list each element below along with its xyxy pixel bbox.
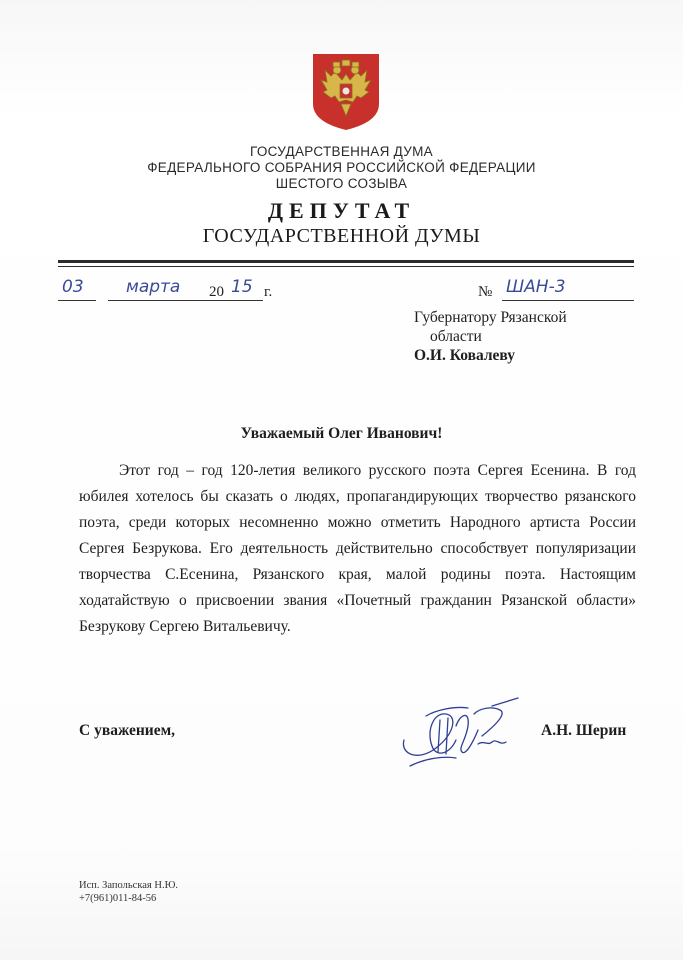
addressee-line2: области [430, 328, 482, 345]
date-month-field [108, 277, 246, 301]
date-month: марта [126, 277, 181, 297]
date-year-suffix: 15 [231, 277, 253, 297]
date-year-prefix: 20 [209, 284, 224, 300]
date-day: 03 [62, 277, 84, 297]
coat-of-arms-icon [311, 52, 381, 132]
doc-number-field [502, 277, 634, 301]
addressee-name: О.И. Ковалеву [414, 347, 515, 364]
org-name-line1: ГОСУДАРСТВЕННАЯ ДУМА [249, 144, 433, 159]
date-year-field [229, 277, 263, 301]
closing-phrase: С уважением, [79, 722, 176, 739]
date-day-field [58, 277, 96, 301]
letterhead-title: ДЕПУТАТ [267, 198, 416, 223]
header-divider-thick [58, 260, 634, 263]
signer-name: А.Н. Шерин [541, 722, 627, 739]
date-year-unit: г. [264, 284, 273, 300]
date-number-row [58, 277, 634, 308]
doc-number-label: № [478, 284, 493, 300]
org-name-line2: ФЕДЕРАЛЬНОГО СОБРАНИЯ РОССИЙСКОЙ ФЕДЕРАЦИИ [147, 160, 536, 175]
executor-phone: +7(961)011-84-56 [79, 893, 157, 904]
doc-number: ШАН-3 [506, 277, 566, 297]
org-name-line3: ШЕСТОГО СОЗЫВА [275, 176, 408, 191]
letterhead-subtitle: ГОСУДАРСТВЕННОЙ ДУМЫ [202, 225, 481, 247]
letter-body: Этот год – год 120-летия великого русского поэта Сергея Есенина. В год юбилея хотелось бы сказать о людях, пропагандирующих творчество рязанского поэта, среди которых несомненно можно отметить Народного артиста России Сергея Безрукова. Его деятельность действительно способствует популяризации творчества С.Есенина, Рязанского края, малой родины поэта. Настоящим ходатайствую о присвоении звания «Почетный гражданин Рязанской области» Безрукову Сергею Витальевичу. [79, 462, 636, 635]
header-divider-thin [58, 266, 634, 267]
addressee-line1: Губернатору Рязанской [414, 309, 567, 326]
handwritten-signature [396, 696, 528, 776]
executor-name: Исп. Запольская Н.Ю. [79, 880, 178, 891]
salutation: Уважаемый Олег Иванович! [240, 425, 443, 442]
